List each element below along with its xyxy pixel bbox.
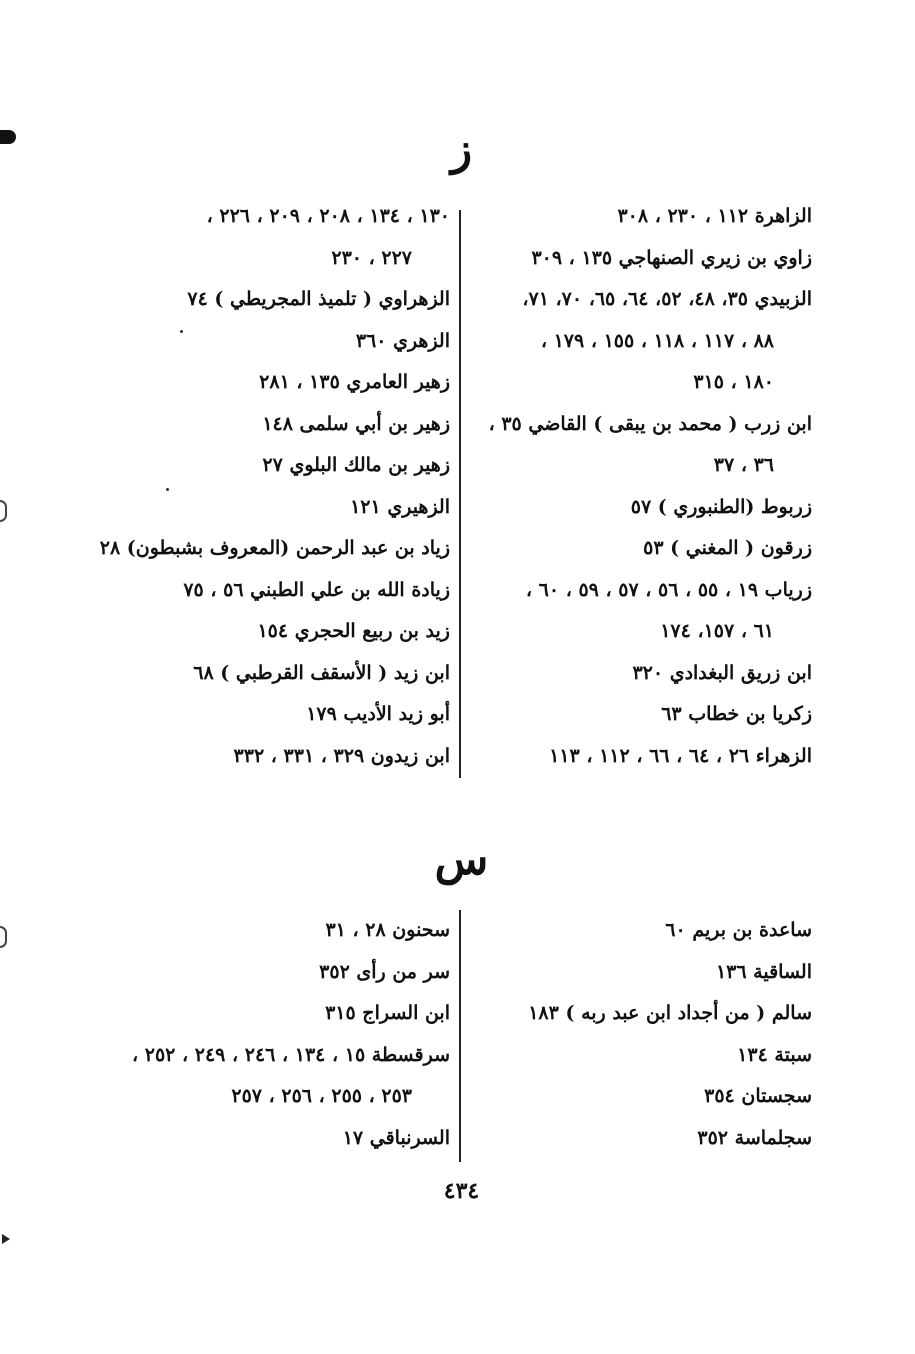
index-entry: زربوط (الطنبوري ) ٥٧ bbox=[630, 495, 812, 518]
index-entry: زهير بن مالك البلوي ٢٧ bbox=[262, 454, 450, 476]
index-entry-continuation: ٢٥٣ ، ٢٥٥ ، ٢٥٦ ، ٢٥٧ bbox=[231, 1085, 412, 1107]
index-entry: زاوي بن زيري الصنهاجي ١٣٥ ، ٣٠٩ bbox=[531, 246, 812, 269]
index-entry: ابن زريق البغدادي ٣٢٠ bbox=[632, 661, 812, 684]
index-entry: ساعدة بن بريم ٦٠ bbox=[665, 919, 812, 941]
index-entry-continuation: ١٣٠ ، ١٣٤ ، ٢٠٨ ، ٢٠٩ ، ٢٢٦ ، bbox=[206, 205, 450, 227]
index-entry-continuation: ٣٦ ، ٣٧ bbox=[713, 454, 774, 476]
index-entry: السرنباقي ١٧ bbox=[342, 1126, 450, 1149]
column-divider bbox=[459, 910, 461, 1162]
index-entry: زرقون ( المغني ) ٥٣ bbox=[643, 537, 812, 559]
margin-bracket-mark bbox=[0, 500, 7, 522]
index-entry: زيد بن ربيع الحجري ١٥٤ bbox=[257, 620, 450, 642]
column-divider bbox=[459, 210, 461, 778]
index-entry: أبو زيد الأديب ١٧٩ bbox=[306, 703, 450, 725]
section-letter-zay: ز bbox=[450, 124, 473, 175]
index-column-left bbox=[100, 910, 450, 1159]
page-number: ٤٣٤ bbox=[443, 1178, 480, 1204]
index-entry: زرياب ١٩ ، ٥٥ ، ٥٦ ، ٥٧ ، ٥٩ ، ٦٠ ، bbox=[525, 578, 812, 601]
index-entry: زهير العامري ١٣٥ ، ٢٨١ bbox=[259, 371, 450, 393]
margin-arrow-mark bbox=[2, 1234, 10, 1244]
index-entry: سجستان ٣٥٤ bbox=[704, 1085, 812, 1107]
index-column-left bbox=[100, 196, 450, 777]
index-column-right bbox=[468, 910, 812, 1159]
index-entry: ابن السراج ٣١٥ bbox=[325, 1002, 450, 1024]
index-entry: ابن زيدون ٣٢٩ ، ٣٣١ ، ٣٣٢ bbox=[233, 744, 450, 767]
section-letter-sin: س bbox=[434, 834, 489, 885]
index-entry: ابن زيد ( الأسقف القرطبي ) ٦٨ bbox=[193, 661, 450, 684]
index-entry: سحنون ٢٨ ، ٣١ bbox=[325, 919, 450, 941]
index-entry: زكريا بن خطاب ٦٣ bbox=[661, 703, 812, 725]
index-entry: زياد بن عبد الرحمن (المعروف بشبطون) ٢٨ bbox=[100, 537, 450, 559]
margin-bracket-mark bbox=[0, 926, 7, 948]
index-entry-continuation: ٨٨ ، ١١٧ ، ١١٨ ، ١٥٥ ، ١٧٩ ، bbox=[540, 329, 774, 352]
index-entry: سرقسطة ١٥ ، ١٣٤ ، ٢٤٦ ، ٢٤٩ ، ٢٥٢ ، bbox=[132, 1043, 450, 1066]
index-entry: سر من رأى ٣٥٢ bbox=[319, 960, 450, 983]
index-entry: سبتة ١٣٤ bbox=[737, 1043, 812, 1066]
index-entry: الزهراء ٢٦ ، ٦٤ ، ٦٦ ، ١١٢ ، ١١٣ bbox=[549, 744, 812, 767]
index-entry: الزاهرة ١١٢ ، ٢٣٠ ، ٣٠٨ bbox=[617, 205, 812, 227]
index-entry: الساقية ١٣٦ bbox=[715, 960, 812, 983]
index-entry: الزهيري ١٢١ bbox=[350, 495, 450, 518]
index-entry: ابن زرب ( محمد بن يبقى ) القاضي ٣٥ ، bbox=[488, 412, 812, 435]
index-entry-continuation: ٦١ ، ١٥٧، ١٧٤ bbox=[660, 620, 774, 642]
index-entry-continuation: ٢٢٧ ، ٢٣٠ bbox=[331, 246, 412, 269]
index-entry-continuation: ١٨٠ ، ٣١٥ bbox=[693, 371, 774, 393]
index-entry: الزهراوي ( تلميذ المجريطي ) ٧٤ bbox=[187, 288, 450, 310]
index-entry: الزهري ٣٦٠ bbox=[355, 329, 450, 352]
index-column-right bbox=[468, 196, 812, 777]
index-entry: سجلماسة ٣٥٢ bbox=[697, 1126, 812, 1149]
index-entry: سالم ( من أجداد ابن عبد ربه ) ١٨٣ bbox=[528, 1002, 812, 1024]
index-entry: زيادة الله بن علي الطبني ٥٦ ، ٧٥ bbox=[183, 578, 450, 601]
index-entry: الزبيدي ٣٥، ٤٨، ٥٢، ٦٤، ٦٥، ٧٠، ٧١، bbox=[522, 288, 812, 310]
index-entry: زهير بن أبي سلمى ١٤٨ bbox=[262, 412, 450, 435]
